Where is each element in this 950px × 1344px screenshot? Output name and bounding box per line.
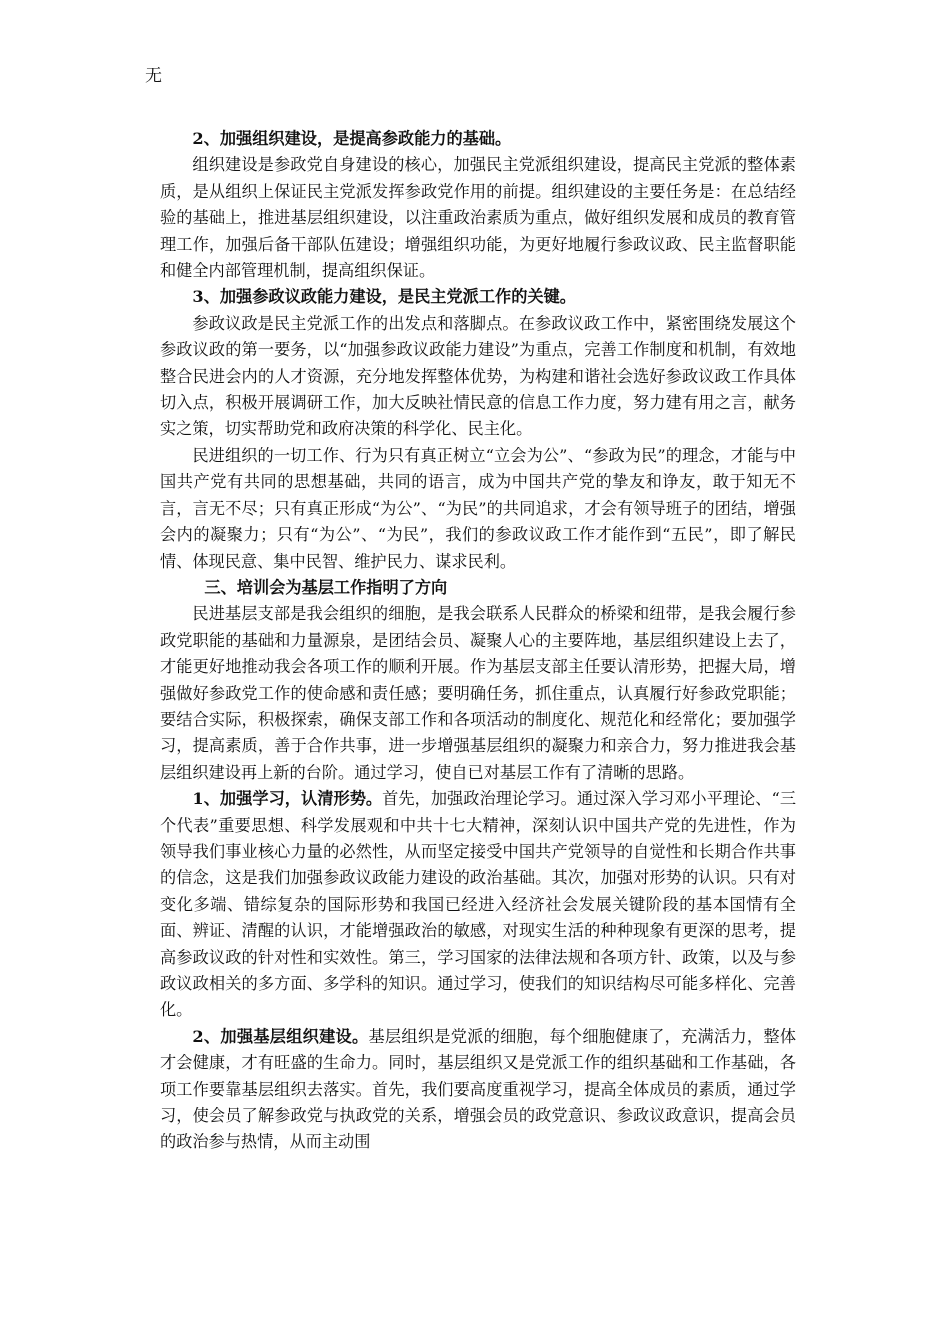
paragraph-grassroots-building: [160, 1024, 796, 1156]
paragraph-organization-building: 组织建设是参政党自身建设的核心，加强民主党派组织建设，提高民主党派的整体素质，是从组织上保证民主党派发挥参政党作用的前提。组织建设的主要任务是：在总结经验的基础上，推进基层组织建设，以注重政治素质为重点，做好组织发展和成员的教育管理工作，加强后备干部队伍建设；增强组织功能，为更好地履行参政议政、民主监督职能和健全内部管理机制，提高组织保证。: [160, 155, 796, 281]
text-grassroots-building: 基层组织是党派的细胞，每个细胞健康了，充满活力，整体才会健康，才有旺盛的生命力。同时，基层组织又是党派工作的组织基础和工作基础，各项工作要靠基层组织去落实。首先，我们要高度重视学习，提高全体成员的素质，通过学习，使会员了解参政党与执政党的关系，增强会员的政党意识、参政议政意识，提高会员的政治参与热情，从而主动围: [160, 1026, 797, 1152]
paragraph-capacity-building-1: 参政议政是民主党派工作的出发点和落脚点。在参政议政工作中，紧密围绕发展这个参政议政的第一要务，以“加强参政议政能力建设”为重点，完善工作制度和机制，有效地整合民进会内的人才资源，充分地发挥整体优势，为构建和谐社会选好参政议政工作具体切入点，积极开展调研工作，加大反映社情民意的信息工作力度，努力建有用之言，献务实之策，切实帮助党和政府决策的科学化、民主化。: [160, 313, 796, 439]
document-body: [160, 126, 796, 1156]
heading-capacity-building: 3、加强参政议政能力建设，是民主党派工作的关键。: [192, 287, 576, 307]
heading-organization-building: 2、加强组织建设，是提高参政能力的基础。: [192, 129, 512, 148]
text-strengthen-learning: 首先，加强政治理论学习。通过深入学习邓小平理论、“三个代表”重要思想、科学发展观和中共十七大精神，深刻认识中国共产党的先进性，作为领导我们事业核心力量的必然性，从而坚定接受中国共产党领导的自觉性和长期合作共事的信念，这是我们加强参政议政能力建设的政治基础。其次，加强对形势的认识。只有对变化多端、错综复杂的国际形势和我国已经进入经济社会发展关键阶段的基本国情有全面、辨证、清醒的认识，才能增强政治的敏感，对现实生活的种种现象有更深的思考，提高参政议政的针对性和实效性。第三，学习国家的法律法规和各项方针、政策，以及与参政议政相关的多方面、多学科的知识。通过学习，使我们的知识结构尽可能多样化、完善化。: [160, 789, 797, 1020]
paragraph-strengthen-learning: [160, 786, 796, 1024]
page-header: 无: [145, 66, 162, 86]
paragraph-capacity-building-2: 民进组织的一切工作、行为只有真正树立“立会为公”、“参政为民”的理念，才能与中国共产党有共同的思想基础，共同的语言，成为中国共产党的挚友和诤友，敢于知无不言，言无不尽；只有真正形成“为公”、“为民”的共同追求，才会有领导班子的团结，增强会内的凝聚力；只有“为公”、“为民”，我们的参政议政工作才能作到“五民”，即了解民情、体现民意、集中民智、维护民力、谋求民利。: [160, 445, 796, 571]
lead-grassroots-building: 2、加强基层组织建设。: [192, 1026, 369, 1046]
paragraph-section-three: 民进基层支部是我会组织的细胞，是我会联系人民群众的桥梁和纽带，是我会履行参政党职能的基础和力量源泉，是团结会员、凝聚人心的主要阵地，基层组织建设上去了，才能更好地推动我会各项工作的顺利开展。作为基层支部主任要认清形势，把握大局，增强做好参政党工作的使命感和责任感；要明确任务，抓住重点，认真履行好参政党职能；要结合实际，积极探索，确保支部工作和各项活动的制度化、规范化和经常化；要加强学习，提高素质，善于合作共事，进一步增强基层组织的凝聚力和亲合力，努力推进我会基层组织建设再上新的台阶。通过学习，使自已对基层工作有了清晰的思路。: [160, 604, 796, 782]
section-heading-three: 三、培训会为基层工作指明了方向: [204, 577, 448, 597]
lead-strengthen-learning: 1、加强学习，认清形势。: [192, 789, 383, 809]
